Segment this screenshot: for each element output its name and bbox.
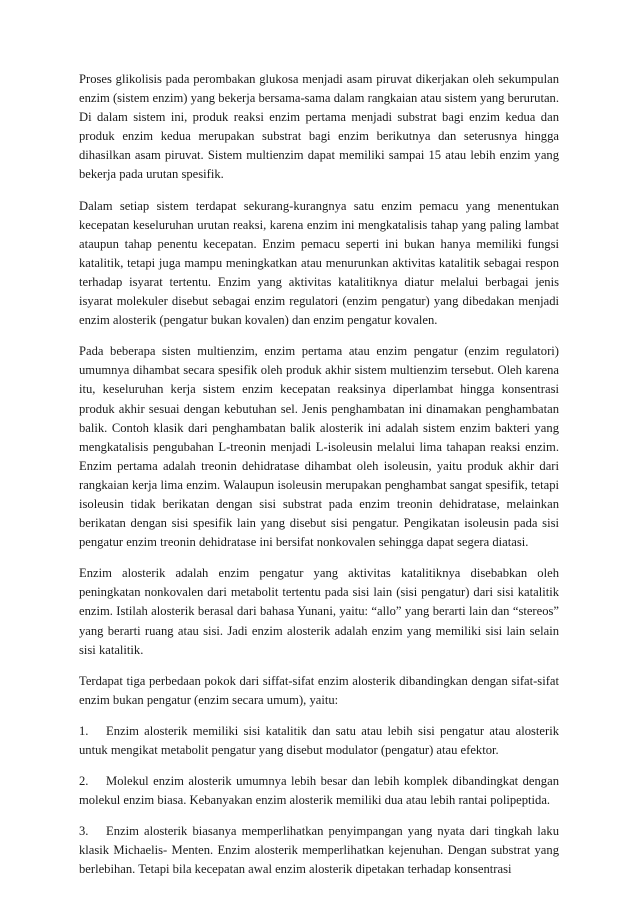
list-item (79, 772, 559, 810)
list-text: Enzim alosterik memiliki sisi katalitik dan satu atau lebih sisi pengatur atau alosterik untuk mengikat metabolit pengatur yang disebut modulator (pengatur) atau efektor. (79, 723, 559, 757)
list-text: Enzim alosterik biasanya memperlihatkan penyimpangan yang nyata dari tingkah laku klasik Michaelis- Menten. Enzim alosterik memperlihatkan kejenuhan. Dengan substrat yang berlebihan. Tetapi bila kecepatan awal enzim alosterik dipetakan terhadap konsentrasi (79, 824, 559, 877)
list-number: 2. (79, 774, 89, 789)
paragraph-3: Pada beberapa sisten multienzim, enzim pertama atau enzim pengatur (enzim regulatori) umumnya dihambat secara spesifik oleh produk akhir sistem multienzim tersebut. Oleh karena itu, keseluruhan kerja sistem enzim kecepatan reaksinya diperlambat hingga konsentrasi produk akhir sesuai dengan kebutuhan sel. Jenis penghambatan ini dinamakan penghambatan balik. Contoh klasik dari penghambatan balik alosterik ini adalah sistem enzim bakteri yang mengkatalisis pengubahan L-treonin menjadi L-isoleusin melalui lima tahapan reaksi enzim. Enzim pertama adalah treonin dehidratase dihambat oleh isoleusin, yaitu produk akhir dari rangkaian kerja lima enzim. Walaupun isoleusin merupakan penghambat sangat spesifik, tetapi isoleusin tidak berikatan dengan sisi substrat pada enzim treonin dehidratase, melainkan berikatan dengan sisi spesifik lain yang disebut sisi pengatur. Pengikatan isoleusin pada sisi pengatur enzim treonin dehidratase ini bersifat nonkovalen sehingga dapat segera diatasi. (79, 344, 559, 550)
list-number: 1. (79, 723, 89, 738)
paragraph-4: Enzim alosterik adalah enzim pengatur yang aktivitas katalitiknya disebabkan oleh peningkatan nonkovalen dari metabolit tertentu pada sisi lain (sisi pengatur) dari sisi katalitik enzim. Istilah alosterik berasal dari bahasa Yunani, yaitu: “allo” yang berarti lain dan “stereos” yang berarti ruang atau sisi. Jadi enzim alosterik adalah enzim yang memiliki sisi lain selain sisi katalitik. (79, 566, 559, 657)
document-page (79, 70, 559, 892)
list-text: Molekul enzim alosterik umumnya lebih besar dan lebih komplek dibandingkat dengan molekul enzim biasa. Kebanyakan enzim alosterik memiliki dua atau lebih rantai polipeptida. (79, 774, 559, 808)
list-number: 3. (79, 824, 89, 839)
list-item (79, 822, 559, 879)
paragraph-5: Terdapat tiga perbedaan pokok dari siffat-sifat enzim alosterik dibandingkan dengan sifat-sifat enzim bukan pengatur (enzim secara umum), yaitu: (79, 673, 559, 707)
paragraph-2: Dalam setiap sistem terdapat sekurang-kurangnya satu enzim pemacu yang menentukan kecepatan keseluruhan urutan reaksi, karena enzim ini mengkatalisis tahap yang paling lambat ataupun tahap penentu kecepatan. Enzim pemacu seperti ini bukan hanya memiliki fungsi katalitik, tetapi juga mampu meningkatkan atau menurunkan aktivitas katalitik sebagai respon terhadap isyarat tertentu. Enzim yang aktivitas katalitiknya diatur melalui berbagai jenis isyarat molekuler disebut sebagai enzim regulatori (enzim pengatur) yang dibedakan menjadi enzim alosterik (pengatur bukan kovalen) dan enzim pengatur kovalen. (79, 198, 559, 328)
list-item (79, 722, 559, 760)
paragraph-1: Proses glikolisis pada perombakan glukosa menjadi asam piruvat dikerjakan oleh sekumpulan enzim (sistem enzim) yang bekerja bersama-sama dalam rangkaian atau sistem yang berurutan. Di dalam sistem ini, produk reaksi enzim pertama menjadi substrat bagi enzim kedua dan produk enzim kedua merupakan substrat bagi enzim berikutnya dan seterusnya hingga dihasilkan asam piruvat. Sistem multienzim dapat memiliki sampai 15 atau lebih enzim yang bekerja pada urutan spesifik. (79, 72, 559, 182)
